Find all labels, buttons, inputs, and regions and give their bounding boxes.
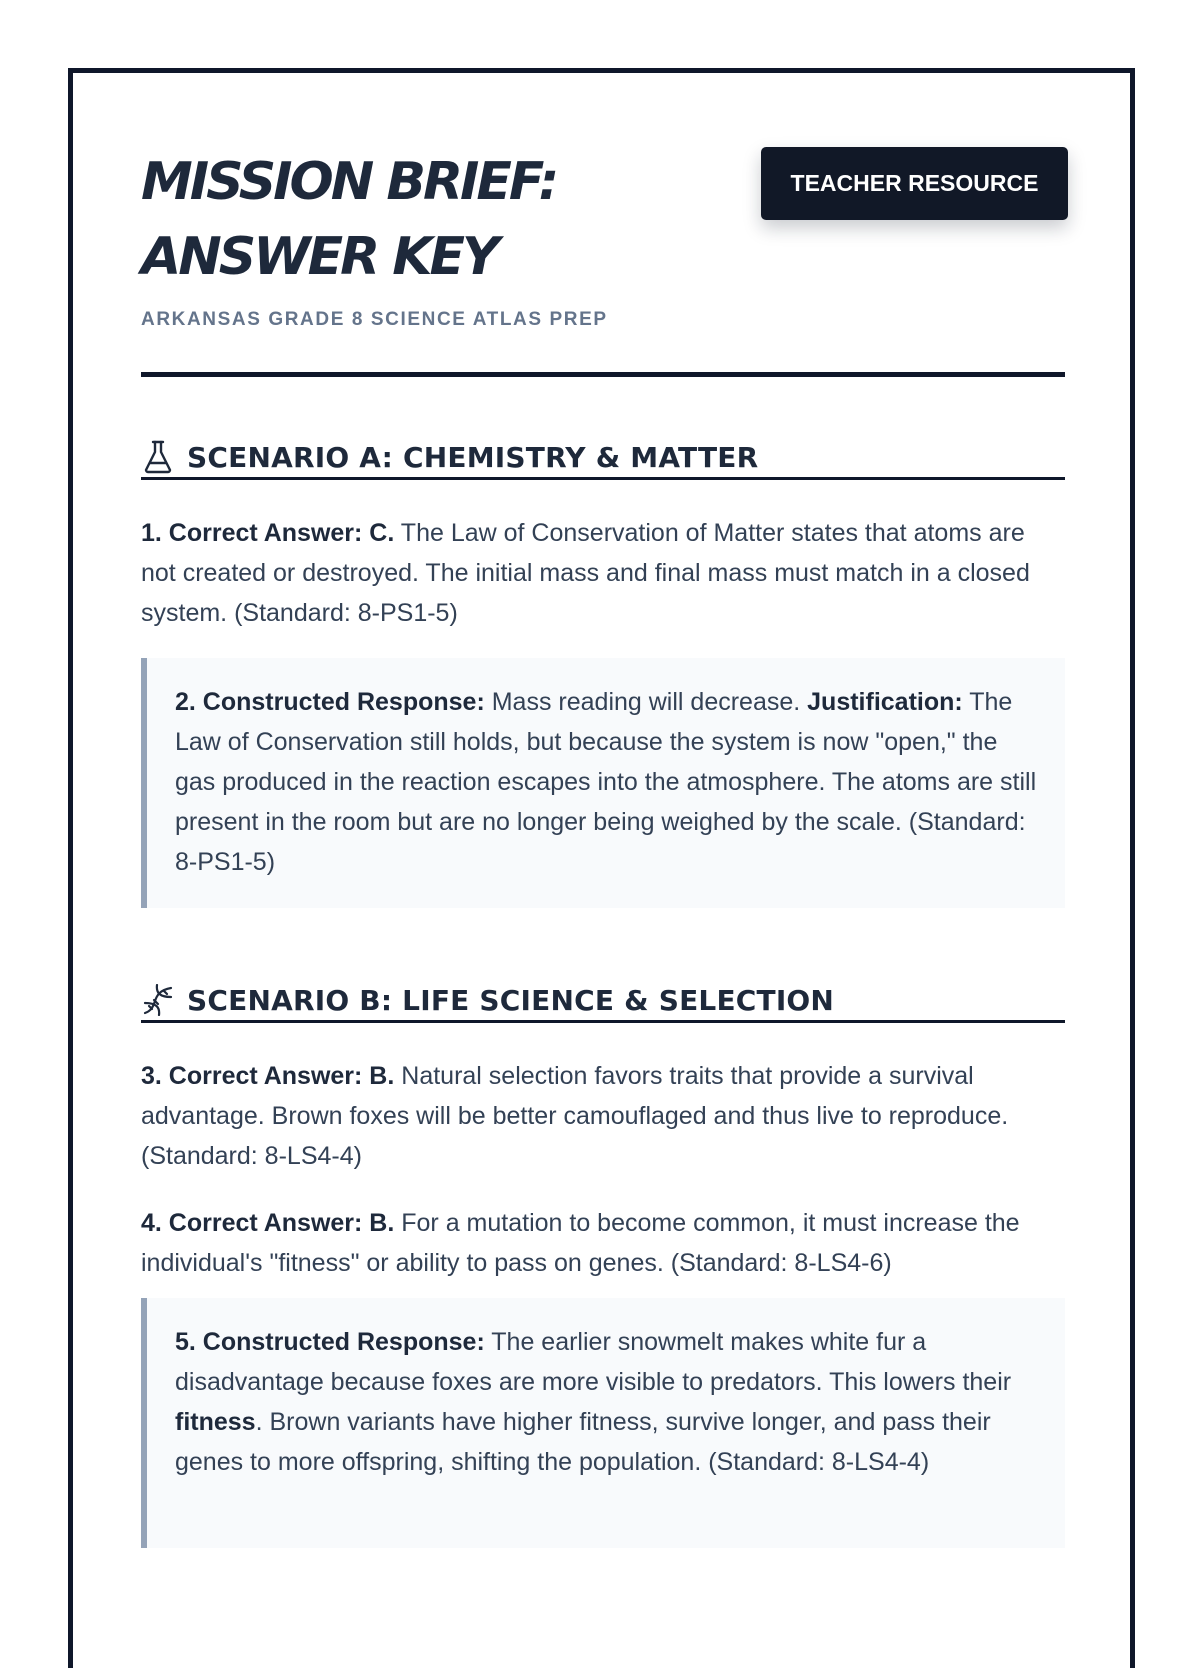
answer-4 (141, 1203, 1065, 1283)
answer-5-text-2: . Brown variants have higher fitness, survive longer, and pass their genes to more offspring, shifting the population. (Standard: 8-LS4-4) (175, 1408, 991, 1476)
answer-1-text: The Law of Conservation of Matter states that atoms are not created or destroyed. The initial mass and final mass must match in a closed system. (Standard: 8-PS1-5) (141, 519, 1030, 627)
answer-2-text-2: The Law of Conservation still holds, but because the system is now "open," the gas produced in the reaction escapes into the atmosphere. The atoms are still present in the room but are no longer being weighed by the scale. (Standard: 8-PS1-5) (175, 688, 1037, 876)
flask-icon (141, 440, 175, 474)
teacher-resource-badge: TEACHER RESOURCE (761, 147, 1068, 220)
answer-3-label: 3. Correct Answer: B. (141, 1062, 395, 1090)
answer-1-label: 1. Correct Answer: C. (141, 519, 395, 547)
answer-key-sheet (68, 68, 1135, 1668)
answer-2-text-1: Mass reading will decrease. (484, 688, 808, 716)
answer-1 (141, 513, 1065, 633)
dna-icon (141, 983, 175, 1017)
title-line-2: ANSWER KEY (141, 227, 497, 287)
page-subtitle: ARKANSAS GRADE 8 SCIENCE ATLAS PREP (141, 309, 608, 330)
answer-2-justification-label: Justification: (807, 688, 963, 716)
answer-5-callout (141, 1298, 1065, 1548)
header-divider (141, 372, 1065, 377)
answer-2-label: 2. Constructed Response: (175, 688, 485, 716)
scenario-b-title: SCENARIO B: LIFE SCIENCE & SELECTION (187, 983, 835, 1017)
answer-3-text: Natural selection favors traits that provide a survival advantage. Brown foxes will be better camouflaged and thus live to reproduce. (Standard: 8-LS4-4) (141, 1062, 1009, 1170)
scenario-a-heading (141, 437, 1065, 480)
scenario-b-heading (141, 980, 1065, 1023)
answer-2-callout (141, 658, 1065, 908)
page-title (141, 145, 701, 295)
title-line-1: MISSION BRIEF: (141, 152, 557, 212)
answer-3 (141, 1056, 1065, 1176)
answer-5-text-1: The earlier snowmelt makes white fur a disadvantage because foxes are more visible to predators. This lowers their (175, 1328, 1012, 1396)
answer-4-text: For a mutation to become common, it must increase the individual's "fitness" or ability to pass on genes. (Standard: 8-LS4-6) (141, 1209, 1020, 1277)
answer-4-label: 4. Correct Answer: B. (141, 1209, 395, 1237)
scenario-a-title: SCENARIO A: CHEMISTRY & MATTER (187, 440, 759, 474)
answer-5-label: 5. Constructed Response: (175, 1328, 485, 1356)
answer-5-fitness-term: fitness (175, 1408, 256, 1436)
